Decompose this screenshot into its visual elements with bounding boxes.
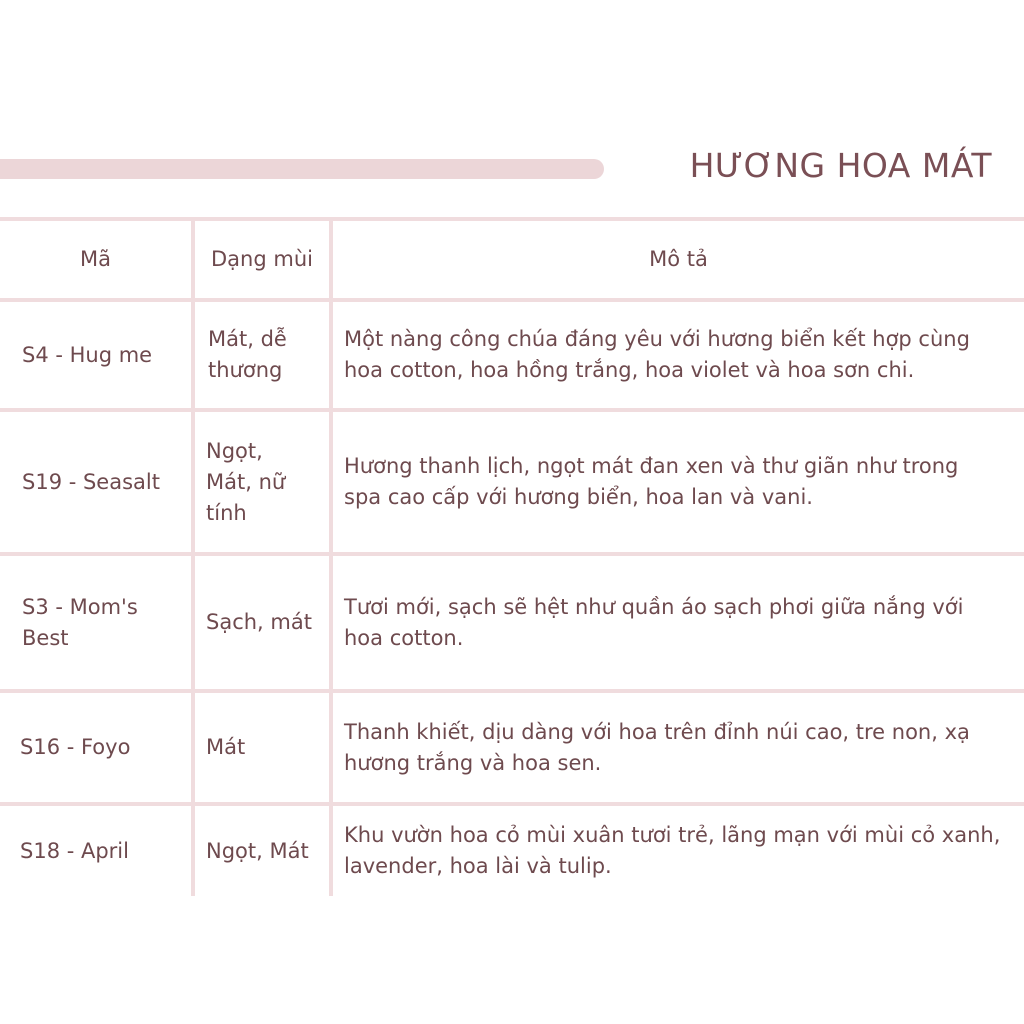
row-description: Khu vườn hoa cỏ mùi xuân tươi trẻ, lãng mạn với mùi cỏ xanh, lavender, hoa lài và tulip. xyxy=(344,823,1001,878)
row-type: Sạch, mát xyxy=(206,610,312,634)
table-col-divider xyxy=(191,220,195,896)
header-type: Dạng mùi xyxy=(211,247,313,271)
page-title: HƯƠNG HOA MÁT xyxy=(689,146,992,185)
row-description: Thanh khiết, dịu dàng với hoa trên đỉnh núi cao, tre non, xạ hương trắng và hoa sen. xyxy=(344,719,970,775)
row-type: Ngọt, Mát xyxy=(206,838,309,863)
row-type: Ngọt, Mát, nữ tính xyxy=(206,438,286,525)
row-code: S3 - Mom's Best xyxy=(22,594,138,650)
row-code: S18 - April xyxy=(20,838,129,863)
row-code: S16 - Foyo xyxy=(20,735,131,759)
row-description: Một nàng công chúa đáng yêu với hương biển kết hợp cùng hoa cotton, hoa hồng trắng, hoa violet và hoa sơn chi. xyxy=(344,327,970,382)
row-code: S19 - Seasalt xyxy=(22,469,160,494)
row-description: Hương thanh lịch, ngọt mát đan xen và thư giãn như trong spa cao cấp với hương biển, hoa lan và vani. xyxy=(344,454,959,509)
header-code: Mã xyxy=(80,247,111,271)
row-type: Mát xyxy=(206,735,246,759)
title-decor-bar xyxy=(0,159,604,179)
header-description: Mô tả xyxy=(649,247,708,271)
row-type: Mát, dễ thương xyxy=(208,327,287,382)
table-col-divider xyxy=(329,220,333,896)
row-description: Tươi mới, sạch sẽ hệt như quần áo sạch phơi giữa nắng với hoa cotton. xyxy=(344,594,964,650)
row-code: S4 - Hug me xyxy=(22,342,153,367)
